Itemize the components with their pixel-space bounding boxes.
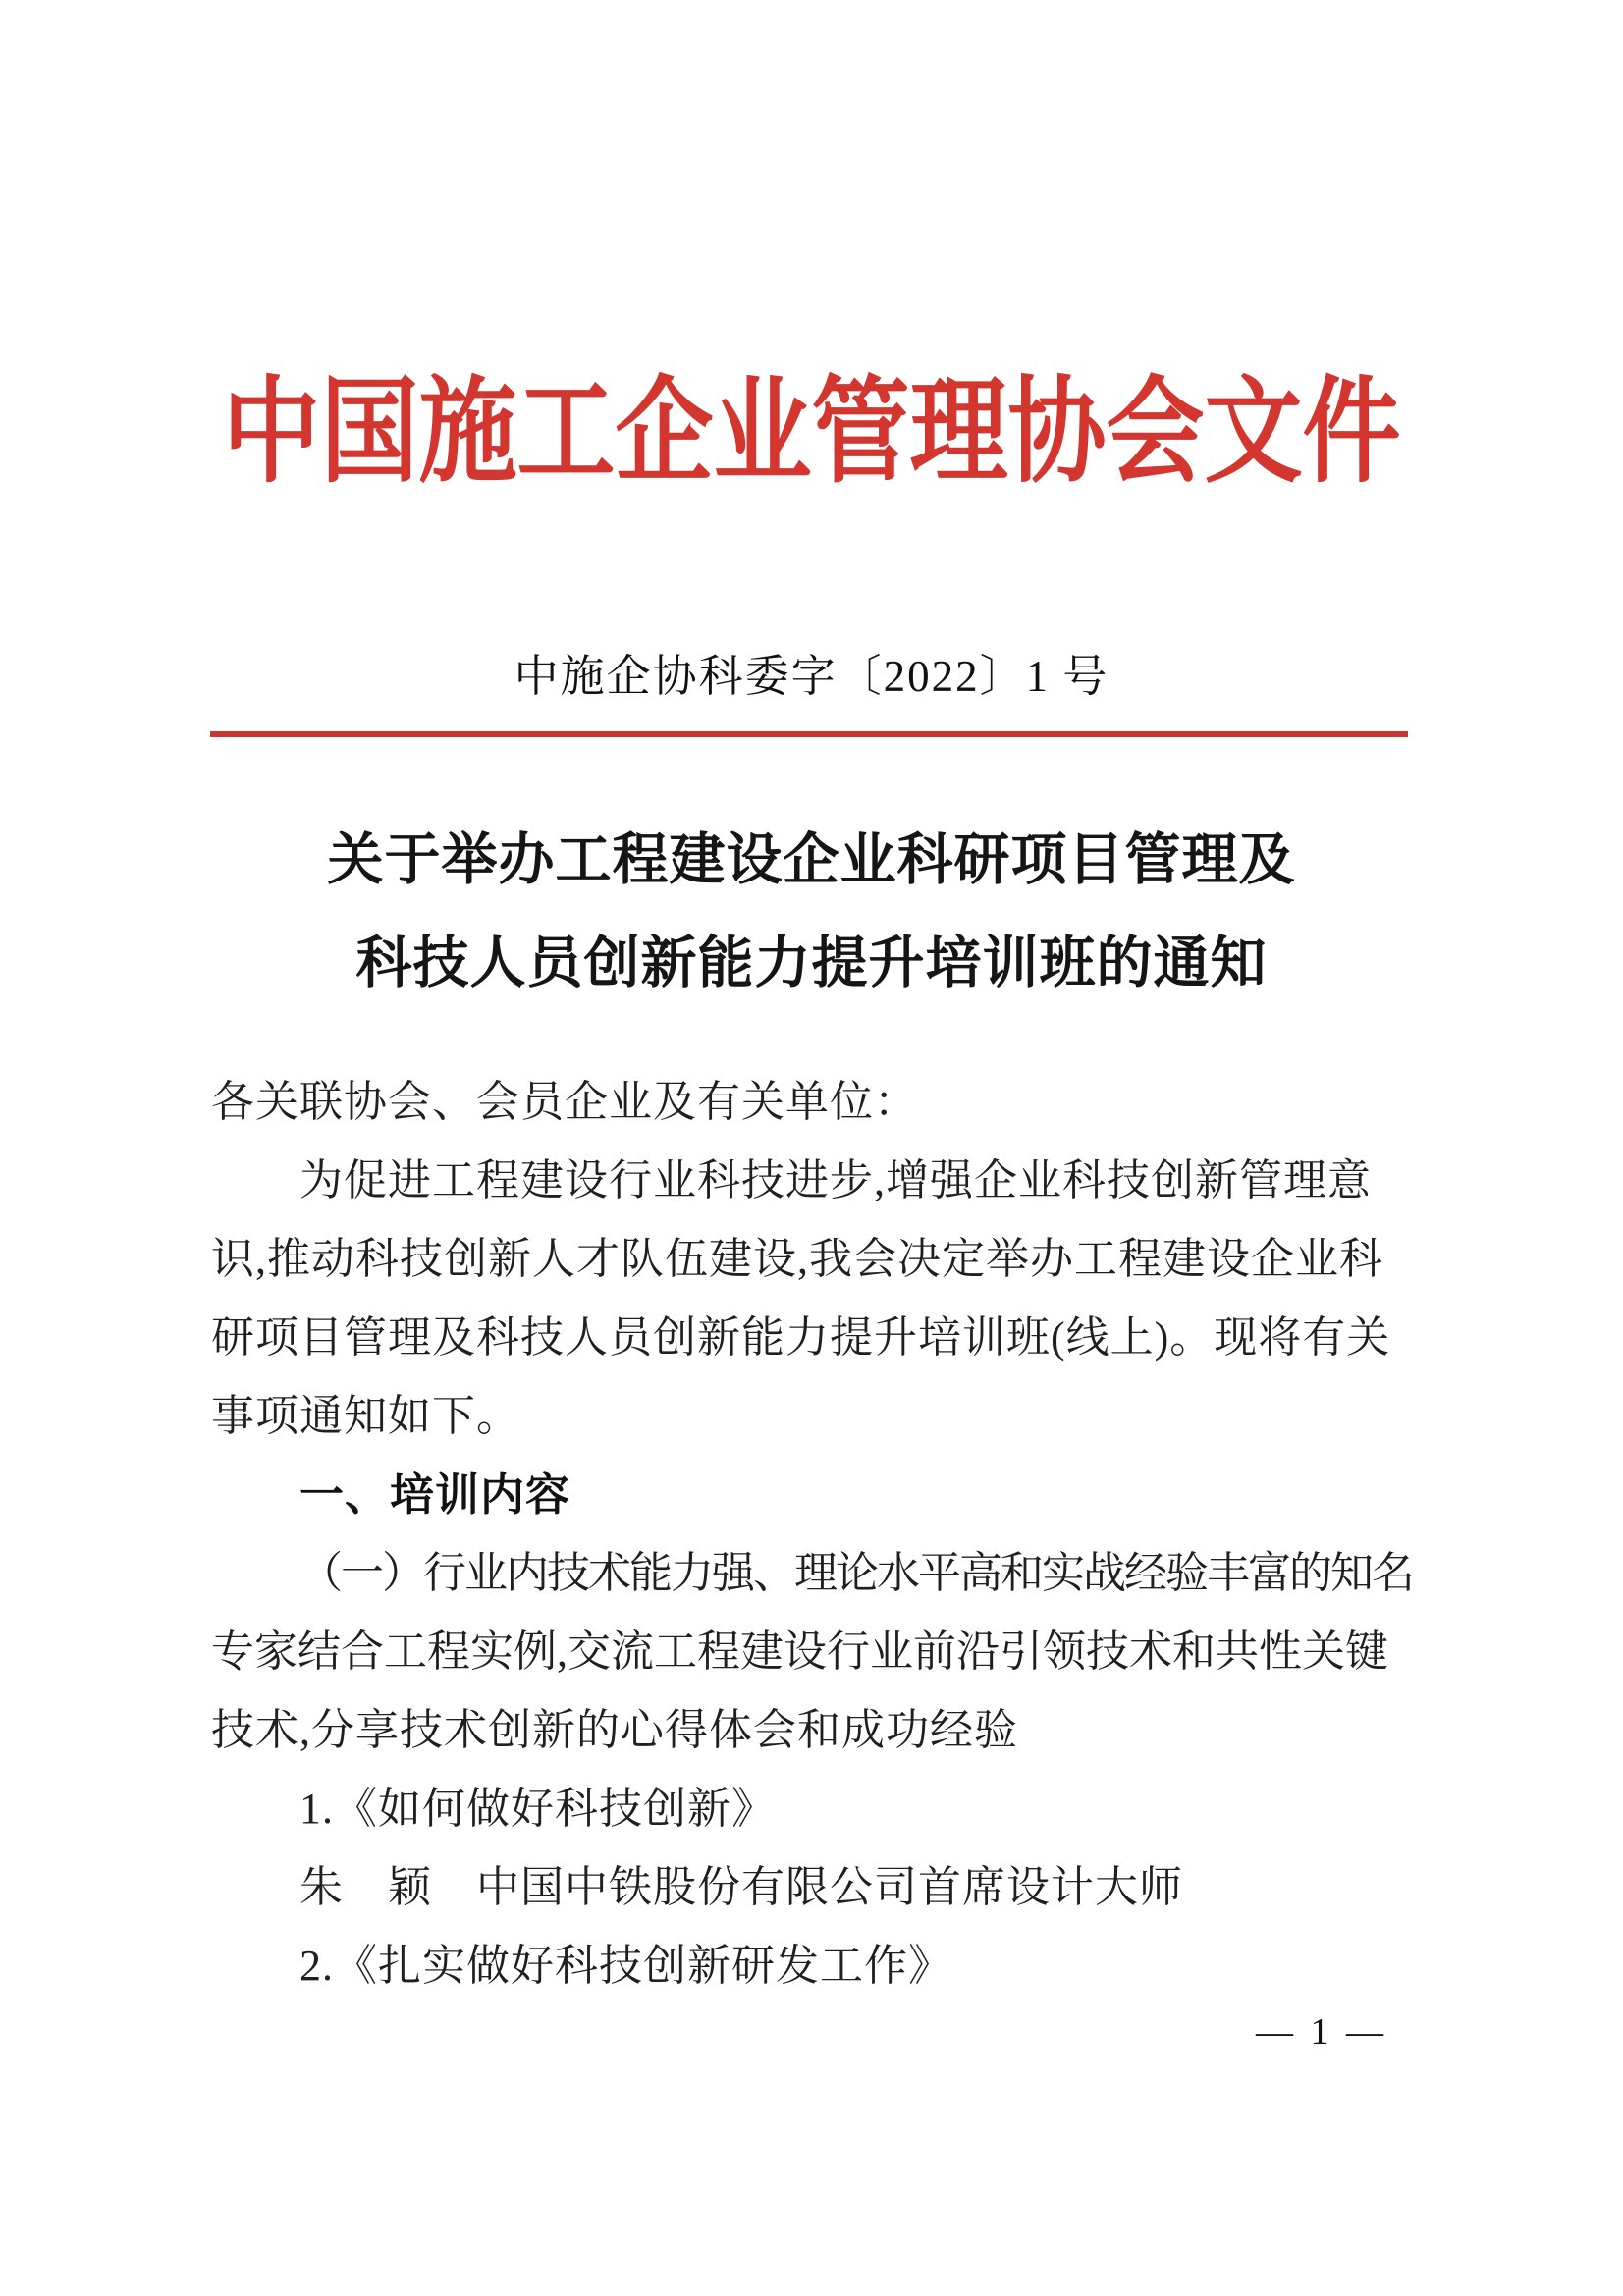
body-line: （一）行业内技术能力强、理论水平高和实战经验丰富的知名 — [299, 1549, 1413, 1597]
red-divider-rule — [210, 731, 1408, 737]
speaker-line: 朱 颖 中国中铁股份有限公司首席设计大师 — [299, 1863, 1183, 1911]
doc-reference-number: 中施企协科委字〔2022〕1 号 — [514, 652, 1109, 701]
section-heading-training-content: 一、培训内容 — [299, 1469, 571, 1520]
body-line: 为促进工程建设行业科技进步,增强企业科技创新管理意 — [299, 1156, 1372, 1204]
body-line: 技术,分享技术创新的心得体会和成功经验 — [211, 1706, 1018, 1754]
body-line: 专家结合工程实例,交流工程建设行业前沿引领技术和共性关键 — [211, 1628, 1388, 1676]
org-header-title: 中国施工企业管理协会文件 — [222, 368, 1401, 497]
body-line: 研项目管理及科技人员创新能力提升培训班(线上)。现将有关 — [211, 1313, 1391, 1362]
notice-title-line2: 科技人员创新能力提升培训班的通知 — [355, 933, 1268, 994]
course-item-1: 1.《如何做好科技创新》 — [299, 1785, 776, 1833]
salutation-line: 各关联协会、会员企业及有关单位： — [211, 1078, 918, 1126]
page-number: — 1 — — [1256, 2011, 1387, 2053]
notice-title-line1: 关于举办工程建设企业科研项目管理及 — [327, 829, 1296, 891]
body-text — [211, 1063, 1413, 2005]
body-line: 事项通知如下。 — [211, 1392, 520, 1440]
body-line: 识,推动科技创新人才队伍建设,我会决定举办工程建设企业科 — [211, 1235, 1383, 1283]
course-item-2: 2.《扎实做好科技创新研发工作》 — [299, 1942, 952, 1990]
